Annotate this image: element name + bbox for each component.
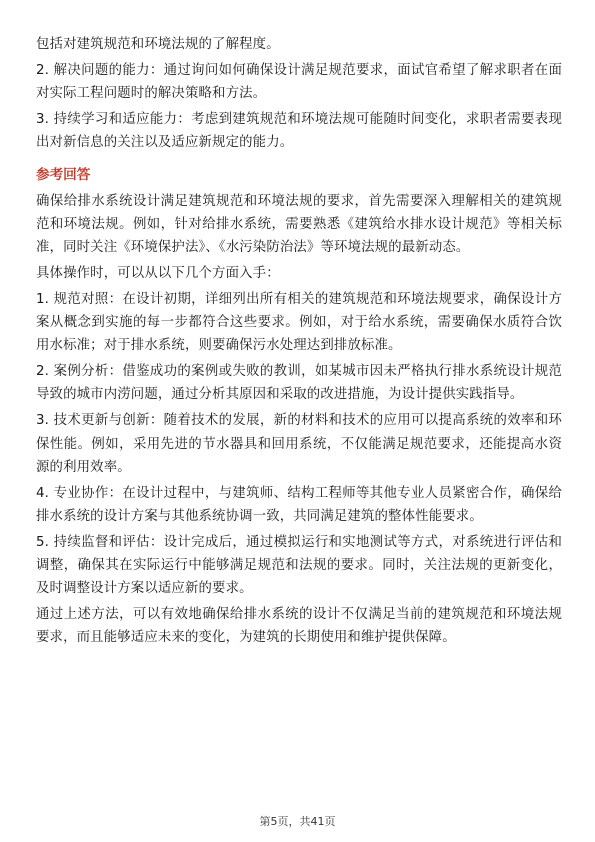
answer-paragraph-7: 5. 持续监督和评估：设计完成后，通过模拟运行和实地测试等方式，对系统进行评估和调整，确保其在实际运行中能够满足规范和法规的要求。同时，关注法规的更新变化，及时调整设计方案以适应新的要求。: [36, 534, 562, 597]
intro-paragraph-3: 3. 持续学习和适应能力：考虑到建筑规范和环境法规可能随时间变化，求职者需要表现出对新信息的关注以及适应新规定的能力。: [36, 112, 562, 151]
intro-paragraph-1: 包括对建筑规范和环境法规的了解程度。: [36, 37, 280, 52]
answer-paragraph-6: 4. 专业协作：在设计过程中，与建筑师、结构工程师等其他专业人员紧密合作，确保给排水系统的设计方案与其他系统协调一致，共同满足建筑的整体性能要求。: [36, 485, 562, 524]
answer-paragraph-5: 3. 技术更新与创新：随着技术的发展，新的材料和技术的应用可以提高系统的效率和环保性能。例如，采用先进的节水器具和回用系统，不仅能满足规范要求，还能提高水资源的利用效率。: [36, 413, 562, 475]
document-body: [36, 33, 562, 652]
answer-paragraph-4: 2. 案例分析：借鉴成功的案例或失败的教训，如某城市因未严格执行排水系统设计规范导致的城市内涝问题，通过分析其原因和采取的改进措施，为设计提供实践指导。: [36, 364, 562, 403]
intro-paragraph-2: 2. 解决问题的能力：通过询问如何确保设计满足规范要求，面试官希望了解求职者在面对实际工程问题时的解决策略和方法。: [36, 63, 562, 102]
answer-paragraph-8: 通过上述方法，可以有效地确保给排水系统的设计不仅满足当前的建筑规范和环境法规要求，而且能够适应未来的变化，为建筑的长期使用和维护提供保障。: [36, 607, 562, 646]
answer-heading: 参考回答: [36, 167, 91, 184]
answer-paragraph-1: 确保给排水系统设计满足建筑规范和环境法规的要求，首先需要深入理解相关的建筑规范和环境法规。例如，针对给排水系统，需要熟悉《建筑给水排水设计规范》等相关标准，同时关注《环境保护法》、《水污染防治法》等环境法规的最新动态。: [36, 193, 562, 255]
answer-paragraph-2: 具体操作时，可以从以下几个方面入手：: [36, 265, 280, 281]
page-number-footer: 第5页，共41页: [259, 815, 336, 828]
answer-paragraph-3: 1. 规范对照：在设计初期，详细列出所有相关的建筑规范和环境法规要求，确保设计方案从概念到实施的每一步都符合这些要求。例如，对于给水系统，需要确保水质符合饮用水标准；对于排水系统，则要确保污水处理达到排放标准。: [36, 291, 562, 354]
